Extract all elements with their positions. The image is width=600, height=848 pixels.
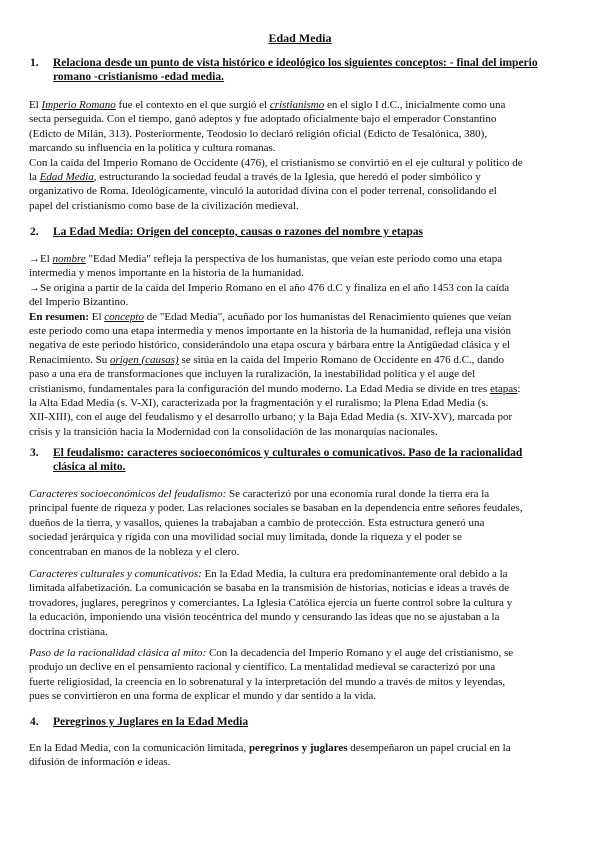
text-line: Caracteres socioeconómicos del feudalismo: Se caracterizó por una economía rural donde la tierra era la (29, 488, 490, 500)
text-line: En la Edad Media, con la comunicación limitada, peregrinos y juglares desempeñaron un papel crucial en la (29, 742, 511, 754)
section-number: 3. (30, 447, 39, 459)
text-line: organizativo de Roma. Ideológicamente, vinculó la autoridad divina con el poder terrenal, consolidando el (29, 185, 497, 198)
text-line: XII-XIII), con el auge del feudalismo y el desarrollo urbano; y la Baja Edad Media (s. XIV-XV), marcada por (29, 411, 513, 424)
text-line: del Imperio Bizantino. (29, 296, 129, 309)
text-line: cristianismo, fundamentales para la configuración del mundo moderno. La Edad Media se divide en tres etapas: (29, 382, 521, 395)
subheading: Caracteres culturales y comunicativos: (29, 568, 202, 580)
term-nombre: nombre (52, 253, 86, 265)
text-line: intermedia y menos importante en la historia de la humanidad. (29, 267, 304, 280)
term-cristianismo: cristianismo (269, 99, 325, 111)
text-line: trovadores, juglares, peregrinos y comerciantes. La Iglesia Católica ejercía un fuerte control sobre la cultura y (29, 596, 513, 609)
summary-label: En resumen: (29, 310, 89, 323)
section-number: 4. (30, 716, 39, 728)
section-3-paragraph-3 (29, 646, 574, 704)
term-edad-media: Edad Media (39, 171, 94, 184)
term-origen: origen (causas) (109, 353, 179, 366)
text-line: dueños de la tierra, y vasallos, quienes la trabajaban a cambio de protección. Esta estructura generó una (29, 516, 485, 529)
section-1-heading (30, 56, 570, 84)
section-3-paragraph-2 (29, 567, 574, 639)
section-number: 2. (30, 226, 39, 238)
section-4-paragraph-1 (29, 741, 574, 770)
text-line: En resumen: El concepto de "Edad Media", acuñado por los humanistas del Renacimiento quienes que veían (29, 310, 512, 323)
term-peregrinos-juglares: peregrinos y juglares (248, 742, 348, 754)
heading-line: Relaciona desde un punto de vista histórico e ideológico los siguientes conceptos: - final del imperio (53, 57, 538, 69)
text-line: pues se convirtieron en una forma de explicar el mundo y dar sentido a la vida. (29, 690, 376, 703)
text-line: limitada alfabetización. La comunicación se basaba en la transmisión de historias, noticias e ideas a través de (29, 582, 510, 595)
text-line: (Edicto de Milán, 313). Posteriormente, Teodosio lo declaró religión oficial (Edicto de Tesalónica, 380), (29, 127, 488, 140)
heading-line: clásica al mito. (53, 461, 126, 473)
text-line: principal fuente de riqueza y poder. Las relaciones sociales se basaban en la dependencia entre señores feudales, (29, 502, 523, 515)
term-imperio-romano: Imperio Romano (41, 99, 116, 111)
heading-line: La Edad Media: Origen del concepto, causas o razones del nombre y etapas (53, 226, 424, 238)
text-line: concentraban en manos de la nobleza y el clero. (29, 545, 240, 558)
text-line: produjo un declive en el pensamiento racional y científico. La mentalidad medieval se caracterizó por una (29, 661, 496, 674)
text-line: sociedad jerárquica y rígida con una movilidad social muy limitada, donde la riqueza y el poder se (29, 531, 462, 544)
heading-line: romano -cristianismo -edad media. (53, 71, 225, 83)
section-2-heading (30, 225, 570, 239)
text-line: Paso de la racionalidad clásica al mito: Con la decadencia del Imperio Romano y el auge del cristianismo, se (29, 647, 514, 659)
text-line: Con la caída del Imperio Romano de Occidente (476), el cristianismo se convirtió en el eje cultural y político de (29, 156, 523, 169)
section-4-heading (30, 715, 570, 729)
section-1-paragraph-1 (29, 98, 574, 213)
section-number: 1. (30, 57, 39, 69)
section-2-body (29, 252, 574, 439)
text-line: El Imperio Romano fue el contexto en el que surgió el cristianismo en el siglo I d.C., inicialmente como una (29, 99, 506, 111)
text-line: paso a una era de transformaciones que incluyen la ruralización, la inestabilidad política y el auge del (29, 368, 476, 381)
term-concepto: concepto (104, 310, 144, 323)
text-line: Renacimiento. Su origen (causas) se sitúa en la caída del Imperio Romano de Occidente en 476 d.C., dando (29, 353, 505, 366)
text-line: crisis y la transición hacia la Modernidad con la consolidación de las monarquías nacionales. (29, 425, 438, 438)
text-line: marcando su influencia en la política y cultura romanas. (29, 142, 276, 155)
text-line: secta perseguida. Con el tiempo, ganó adeptos y fue adoptado oficialmente bajo el emperador Constantino (29, 113, 497, 126)
text-line: →El nombre "Edad Media" refleja la perspectiva de los humanistas, que veían este periodo como una etapa (29, 253, 503, 265)
text-line: la educación, imponiendo una visión teocéntrica del mundo y censurando las ideas que no se ajustaban a la (29, 611, 500, 624)
text-line: papel del cristianismo como base de la civilización medieval. (29, 199, 299, 212)
heading-line: El feudalismo: caracteres socioeconómicos y culturales o comunicativos. Paso de la racionalidad (53, 447, 523, 459)
heading-line: Peregrinos y Juglares en la Edad Media (53, 716, 249, 728)
document-title: Edad Media (268, 31, 332, 45)
subheading: Paso de la racionalidad clásica al mito: (29, 647, 207, 659)
text-line: difusión de información e ideas. (29, 756, 171, 769)
text-line: doctrina cristiana. (29, 625, 108, 638)
text-line: la Alta Edad Media (s. V-XI), caracterizada por la fragmentación y el ruralismo; la Plena Edad Media (s. (29, 397, 489, 410)
text-line: fuerte religiosidad, la creencia en lo sobrenatural y la interpretación del mundo a través de mitos y leyendas, (29, 675, 506, 688)
term-etapas: etapas (489, 382, 518, 395)
text-line: Caracteres culturales y comunicativos: En la Edad Media, la cultura era predominantemente oral debido a la (29, 568, 508, 580)
text-line: este periodo como una etapa intermedia y menos importante en la historia de la humanidad, refleja una visión (29, 325, 512, 338)
section-3-paragraph-1 (29, 487, 574, 559)
section-3-heading (30, 446, 570, 474)
subheading: Caracteres socioeconómicos del feudalismo: (29, 488, 227, 500)
text-line: negativa de este periodo histórico, considerándolo una etapa oscura y bárbara entre la Antigüedad clásica y el (29, 339, 511, 352)
text-line: la Edad Media, estructurando la sociedad feudal a través de la Iglesia, que heredó el poder simbólico y (29, 171, 481, 184)
text-line: →Se origina a partir de la caída del Imperio Romano en el año 476 d.C y finaliza en el año 1453 con la caída (29, 281, 510, 294)
